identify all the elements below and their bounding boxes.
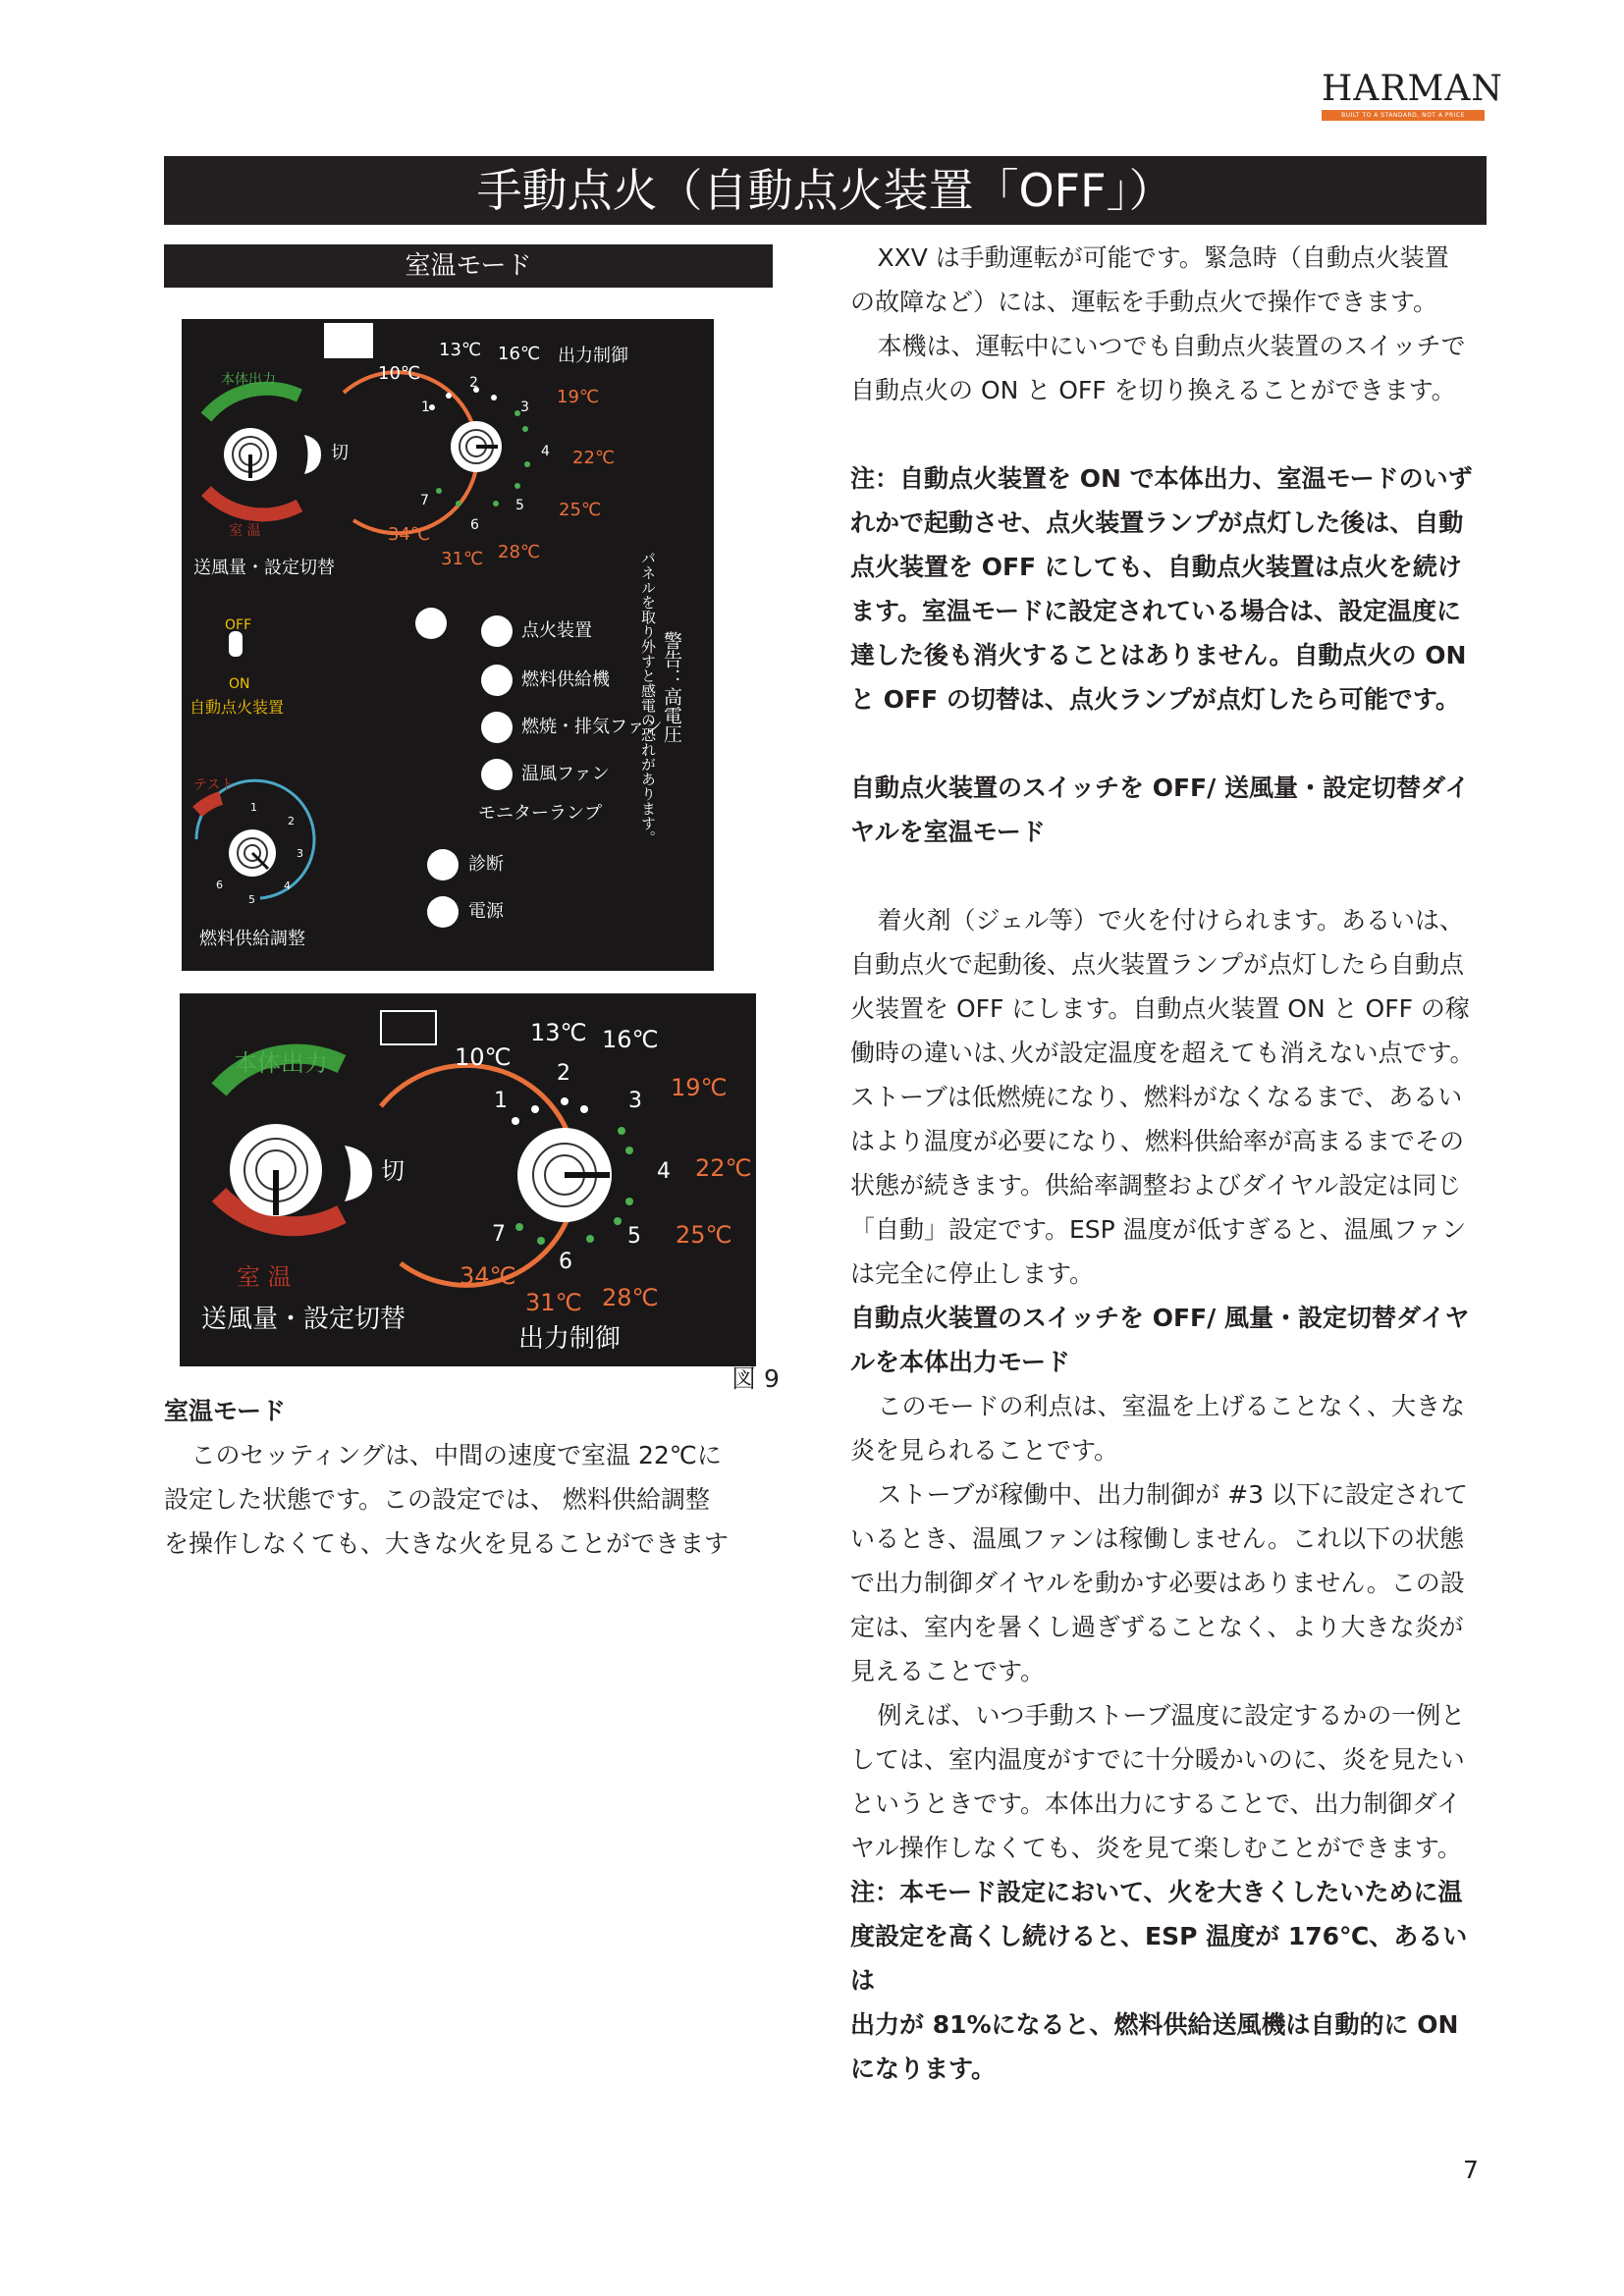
feed-number-5: 5 [248,893,255,906]
feed-number-6: 6 [216,879,223,891]
closeup-temp-31: 31℃ [525,1289,582,1316]
p3-line-4: 働時の違いは､火が設定温度を超えても消えない点です。 [850,1039,1475,1067]
temp-13: 13℃ [439,340,482,360]
lamp-power [427,896,459,928]
test-arc [197,798,221,812]
feed-adjust-label: 燃料供給調整 [199,929,305,949]
logo-tagline: BUILT TO A STANDARD, NOT A PRICE [1341,112,1465,119]
p6-line-3: というときです。本体出力にすることで、出力制御ダイ [850,1789,1462,1818]
closeup-dial-number-2: 2 [557,1061,570,1086]
monitor-lamp-label: モニターランプ [478,803,602,824]
power-label: 電源 [468,901,504,922]
note2-line-3: 出力が 81%になると、燃料供給送風機は自動的に ON [850,2010,1459,2039]
lamp-igniter [481,615,513,647]
feed-number-1: 1 [250,801,257,814]
note2-line-4: になります。 [850,2055,997,2083]
lamp-convection-fan [481,759,513,790]
dial-number-4: 4 [541,444,550,459]
output-control-label: 出力制御 [558,346,628,366]
lamp-fuel-feeder-label: 燃料供給機 [521,669,610,690]
room-temp-arc [206,491,299,514]
note2-line-2: 度設定を高くし続けると、ESP 温度が 176℃、あるいは [850,1922,1468,1995]
feed-number-2: 2 [288,815,295,828]
closeup-temp-28: 28℃ [602,1284,659,1311]
panel-window [324,323,373,358]
section-subtitle: 室温モード [164,244,773,288]
heading1-line-2: ヤルを室温モード [850,818,1046,846]
temp-22: 22℃ [572,448,616,468]
lamp-combustion-fan [481,712,513,743]
right-column [850,236,1487,2091]
temp-34: 34℃ [388,524,431,545]
p5-line-3: で出力制御ダイヤルを動かす必要はありません。この設 [850,1569,1465,1597]
p3-line-7: 状態が続きます。供給率調整およびダイヤル設定は同じ [850,1171,1462,1200]
feed-number-3: 3 [297,847,303,860]
heading1-line-1: 自動点火装置のスイッチを OFF/ 送風量・設定切替ダイ [850,774,1470,802]
note2-line-1: 注：本モード設定において、火を大きくしたいために温 [850,1878,1463,1906]
lamp-diagnosis [427,849,459,881]
closeup-temp-10: 10℃ [455,1043,512,1071]
harman-logo [1322,69,1503,122]
note1-line-4: ます。室温モードに設定されている場合は、設定温度に [850,597,1462,625]
closeup-dial-number-7: 7 [492,1222,506,1247]
p4-line-2: 炎を見られることです。 [850,1436,1119,1465]
closeup-temp-16: 16℃ [602,1026,659,1053]
closeup-fan-setting-label: 送風量・設定切替 [201,1305,406,1334]
warning-detail-label: パネルを取り外すと感電の恐れがあります。 [639,551,657,845]
dial-number-7: 7 [420,493,429,508]
closeup-dial-number-5: 5 [627,1224,641,1249]
p3-line-9: は完全に停止します。 [850,1259,1095,1288]
lamp-combustion-fan-label: 燃焼・排気ファン [521,717,663,737]
page-number: 7 [1463,2156,1479,2184]
warning-label: 警告：高電圧 [661,631,682,743]
p5-line-5: 見えることです。 [850,1657,1046,1685]
lamp-unlabeled [415,608,447,639]
p3-line-8: 「自動」設定です。ESP 温度が低すぎると、温風ファン [850,1215,1467,1244]
closeup-temp-34: 34℃ [460,1262,516,1290]
closeup-temp-25: 25℃ [676,1221,732,1249]
body-output-arc [206,389,299,417]
p6-line-1: 例えば、いつ手動ストーブ温度に設定するかの一例と [877,1701,1466,1730]
p5-line-2: いるとき、温風ファンは稼働しません。これ以下の状態 [850,1524,1465,1553]
temp-19: 19℃ [557,387,600,407]
test-label: テスト [193,777,235,793]
closeup-dial-number-3: 3 [628,1089,642,1113]
body-output-label: 本体出力 [221,372,276,388]
left-line-3: を操作しなくても、大きな火を見ることができます [164,1529,730,1558]
closeup-room-temp-label: 室 温 [237,1263,292,1291]
logo-text: HARMAN [1322,69,1503,109]
p6-line-4: ヤル操作しなくても、炎を見て楽しむことができます。 [850,1834,1462,1862]
closeup-off-label: 切 [381,1157,405,1185]
note1-line-1: 注：自動点火装置を ON で本体出力、室温モードのいず [850,464,1473,493]
lamp-convection-fan-label: 温風ファン [521,764,610,784]
left-line-1: このセッティングは、中間の速度で室温 22℃に [190,1441,722,1469]
left-line-2: 設定した状態です。この設定では、 燃料供給調整 [164,1485,710,1514]
control-panel-closeup [180,993,756,1366]
closeup-temp-13: 13℃ [530,1019,587,1046]
dial-number-3: 3 [520,400,529,415]
feed-number-4: 4 [284,880,291,892]
closeup-output-control-label: 出力制御 [518,1324,622,1354]
dial-number-1: 1 [421,400,430,415]
closeup-body-output-label: 本体出力 [234,1049,328,1077]
closeup-dial-number-4: 4 [657,1159,671,1184]
note1-line-6: と OFF の切替は、点火ランプが点灯したら可能です。 [850,685,1460,714]
dial-number-5: 5 [515,498,524,513]
control-panel-figure [182,319,714,971]
temp-25: 25℃ [559,500,602,520]
p5-line-4: 定は、室内を暑くし過ぎずることなく、より大きな炎が [850,1613,1464,1641]
room-temp-label: 室 温 [229,523,261,539]
fan-setting-label: 送風量・設定切替 [193,558,335,578]
p1-line-2: の故障など）には、運転を手動点火で操作できます。 [850,288,1438,316]
auto-igniter-label: 自動点火装置 [189,698,285,717]
p3-line-3: 火装置を OFF にします。自動点火装置 ON と OFF の稼 [850,994,1470,1023]
left-heading: 室温モード [164,1397,287,1425]
p5-line-1: ストーブが稼働中、出力制御が #3 以下に設定されて [877,1480,1468,1509]
diagnosis-label: 診断 [468,854,504,875]
page-title: 手動点火（自動点火装置「OFF」） [164,156,1487,225]
note1-line-5: 達した後も消火することはありません。自動点火の ON [850,641,1467,669]
left-column [164,1389,773,1566]
switch-on-label: ON [229,676,250,692]
lamp-fuel-feeder [481,665,513,696]
heading2-line-1: 自動点火装置のスイッチを OFF/ 風量・設定切替ダイヤ [850,1304,1470,1332]
p3-line-1: 着火剤（ジェル等）で火を付けられます。あるいは、 [877,906,1465,934]
temp-10: 10℃ [378,363,421,384]
lamp-igniter-label: 点火装置 [521,620,592,641]
closeup-window [381,1011,436,1044]
note1-line-3: 点火装置を OFF にしても、自動点火装置は点火を続け [850,553,1462,581]
temp-16: 16℃ [498,344,541,364]
p3-line-6: はより温度が必要になり、燃料供給率が高まるまでその [850,1127,1465,1155]
switch-off-label: OFF [225,617,252,633]
p3-line-2: 自動点火で起動後、点火装置ランプが点灯したら自動点 [850,950,1465,979]
note1-line-2: れかで起動させ、点火装置ランプが点灯した後は、自動 [850,508,1464,537]
closeup-temp-19: 19℃ [671,1074,728,1101]
heading2-line-2: ルを本体出力モード [850,1348,1071,1376]
p4-line-1: このモードの利点は、室温を上げることなく、大きな [877,1392,1466,1420]
p2-line-2: 自動点火の ON と OFF を切り換えることができます。 [850,376,1456,404]
closeup-temp-22: 22℃ [695,1154,752,1182]
dial-number-2: 2 [469,375,478,391]
off-label: 切 [331,443,349,463]
off-tab [304,435,321,474]
p6-line-2: しては、室内温度がすでに十分暖かいのに、炎を見たい [850,1745,1465,1774]
p2-line-1: 本機は、運転中にいつでも自動点火装置のスイッチで [877,332,1466,360]
closeup-dial-number-6: 6 [559,1250,572,1274]
dial-number-6: 6 [470,517,479,533]
temp-31: 31℃ [441,549,484,569]
p3-line-5: ストーブは低燃焼になり、燃料がなくなるまで、あるい [850,1083,1463,1111]
closeup-dial-number-1: 1 [494,1089,508,1113]
figure-label: 図 9 [731,1364,780,1393]
temp-28: 28℃ [498,542,541,562]
p1-line-1: XXV は手動運転が可能です。緊急時（自動点火装置 [877,243,1449,272]
